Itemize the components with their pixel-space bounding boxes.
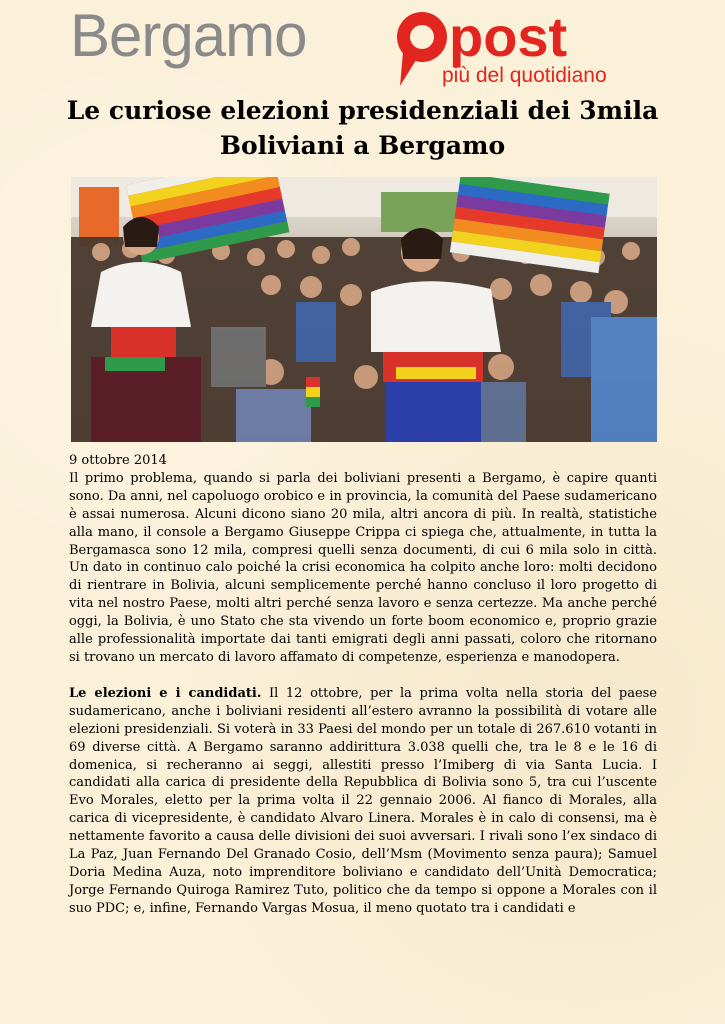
logo-brand-word: Bergamo xyxy=(70,4,307,69)
logo-brand-post: post xyxy=(449,5,568,68)
article-body xyxy=(69,452,657,918)
masthead-logo[interactable] xyxy=(70,4,660,90)
article-title-line2: Boliviani a Bergamo xyxy=(219,131,506,160)
logo-speech-bubble-icon xyxy=(397,12,447,86)
section-heading: Le elezioni e i candidati. xyxy=(69,685,262,701)
article-paragraph-2-text: Il 12 ottobre, per la prima volta nella storia del paese sudamericano, anche i boliviani residenti all’estero avranno la possibilità di votare alle elezioni presidenziali. Si voterà in 33 Paesi del mondo per un totale di 267.610 votanti in 69 diverse città. A Bergamo saranno addirittura 3.038 quelli che, tra le 8 e le 16 di domenica, si recheranno ai seggi, allestiti presso l’Imiberg di via Santa Lucia. I candidati alla carica di presidente della Repubblica di Bolivia sono 5, tra cui l’uscente Evo Morales, eletto per la prima volta il 22 gennaio 2006. Al fianco di Morales, alla carica di vicepresidente, è candidato Alvaro Linera. Morales è in calo di consensi, ma è nettamente favorito a causa delle divisioni dei suoi avversari. I rivali sono l’ex sindaco di La Paz, Juan Fernando Del Granado Cosio, dell’Msm (Movimento senza paura); Samuel Doria Medina Auza, noto imprenditore boliviano e candidato dell’Unità Democratica; Jorge Fernando Quiroga Ramirez Tuto, politico che da tempo si oppone a Morales con il suo PDC; e, infine, Fernando Vargas Mosua, il meno quotato tra i candidati e xyxy=(69,685,658,916)
logo-tagline: più del quotidiano xyxy=(442,64,607,87)
bolivian-flag-small xyxy=(306,377,320,407)
article-paragraph-1: Il primo problema, quando si parla dei boliviani presenti a Bergamo, è capire quanti sono. Da anni, nel capoluogo orobico e in provincia, la comunità del Paese sudamericano è assai numerosa. Alcuni dicono siano 20 mila, altri ancora di più. In realtà, statistiche alla mano, il console a Bergamo Giuseppe Crippa ci spiega che, attualmente, in tutta la Bergamasca sono 12 mila, compresi quelli senza documenti, di cui 6 mila solo in città. Un dato in continuo calo poiché la crisi economica ha colpito anche loro: molti decidono di rientrare in Bolivia, alcuni semplicemente perché hanno concluso il loro progetto di vita nel nostro Paese, molti altri perché senza lavoro e senza certezze. Ma anche perché oggi, la Bolivia, è uno Stato che sta vivendo un forte boom economico e, proprio grazie alle professionalità importate dai tanti emigrati degli anni passati, coloro che ritornano si trovano un mercato di lavoro affamato di competenze, esperienza e manodopera. xyxy=(69,470,657,665)
article-title-line1: Le curiose elezioni presidenziali dei 3mila xyxy=(66,96,659,125)
article-photo xyxy=(71,177,657,442)
article-title xyxy=(60,93,665,163)
article-paragraph-2 xyxy=(69,685,657,918)
article-date: 9 ottobre 2014 xyxy=(69,453,167,468)
bergamopost-logo xyxy=(70,4,660,90)
bolivian-dancers-photo xyxy=(71,177,657,442)
